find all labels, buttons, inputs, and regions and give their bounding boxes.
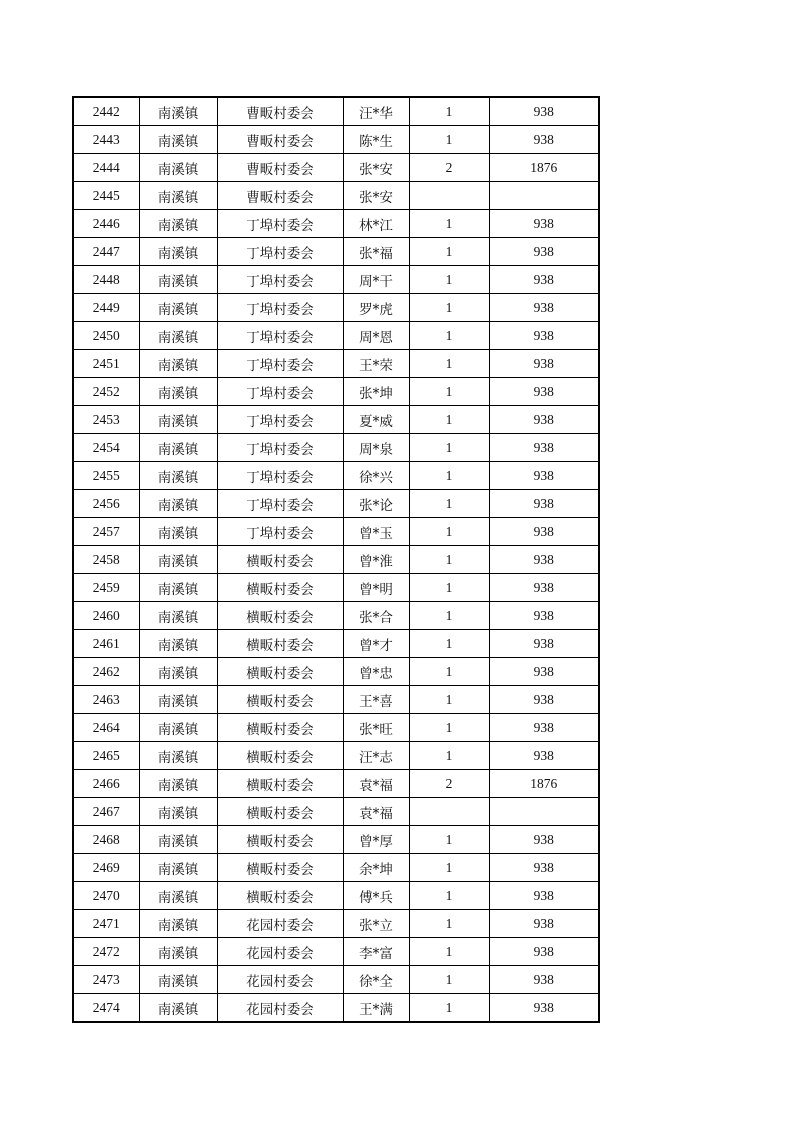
count-cell: 1 bbox=[409, 350, 489, 378]
amount-cell: 938 bbox=[489, 826, 599, 854]
count-cell: 1 bbox=[409, 854, 489, 882]
town-cell: 南溪镇 bbox=[139, 602, 217, 630]
name-cell: 曾*明 bbox=[343, 574, 409, 602]
village-committee-cell: 丁埠村委会 bbox=[217, 490, 343, 518]
amount-cell: 938 bbox=[489, 97, 599, 126]
name-cell: 汪*华 bbox=[343, 97, 409, 126]
name-cell: 曾*淮 bbox=[343, 546, 409, 574]
count-cell: 1 bbox=[409, 266, 489, 294]
amount-cell: 938 bbox=[489, 994, 599, 1023]
count-cell: 1 bbox=[409, 378, 489, 406]
count-cell: 1 bbox=[409, 686, 489, 714]
name-cell: 曾*忠 bbox=[343, 658, 409, 686]
row-number-cell: 2449 bbox=[73, 294, 139, 322]
village-committee-cell: 横畈村委会 bbox=[217, 658, 343, 686]
town-cell: 南溪镇 bbox=[139, 126, 217, 154]
roster-body bbox=[73, 97, 599, 1022]
name-cell: 王*荣 bbox=[343, 350, 409, 378]
amount-cell: 938 bbox=[489, 322, 599, 350]
amount-cell: 938 bbox=[489, 126, 599, 154]
row-number-cell: 2445 bbox=[73, 182, 139, 210]
town-cell: 南溪镇 bbox=[139, 938, 217, 966]
table-row bbox=[73, 97, 599, 126]
row-number-cell: 2446 bbox=[73, 210, 139, 238]
village-committee-cell: 横畈村委会 bbox=[217, 602, 343, 630]
row-number-cell: 2454 bbox=[73, 434, 139, 462]
name-cell: 汪*志 bbox=[343, 742, 409, 770]
table-row bbox=[73, 770, 599, 798]
count-cell: 1 bbox=[409, 406, 489, 434]
village-committee-cell: 花园村委会 bbox=[217, 910, 343, 938]
count-cell: 2 bbox=[409, 770, 489, 798]
count-cell: 1 bbox=[409, 826, 489, 854]
town-cell: 南溪镇 bbox=[139, 462, 217, 490]
name-cell: 周*恩 bbox=[343, 322, 409, 350]
table-row bbox=[73, 126, 599, 154]
amount-cell: 938 bbox=[489, 910, 599, 938]
name-cell: 罗*虎 bbox=[343, 294, 409, 322]
village-committee-cell: 横畈村委会 bbox=[217, 742, 343, 770]
amount-cell: 938 bbox=[489, 406, 599, 434]
amount-cell: 938 bbox=[489, 434, 599, 462]
count-cell: 1 bbox=[409, 462, 489, 490]
count-cell: 1 bbox=[409, 966, 489, 994]
village-committee-cell: 曹畈村委会 bbox=[217, 126, 343, 154]
count-cell: 1 bbox=[409, 490, 489, 518]
name-cell: 张*论 bbox=[343, 490, 409, 518]
table-row bbox=[73, 938, 599, 966]
village-committee-cell: 横畈村委会 bbox=[217, 798, 343, 826]
village-committee-cell: 花园村委会 bbox=[217, 994, 343, 1023]
count-cell: 1 bbox=[409, 294, 489, 322]
count-cell: 1 bbox=[409, 97, 489, 126]
amount-cell: 938 bbox=[489, 294, 599, 322]
town-cell: 南溪镇 bbox=[139, 658, 217, 686]
name-cell: 余*坤 bbox=[343, 854, 409, 882]
row-number-cell: 2455 bbox=[73, 462, 139, 490]
name-cell: 王*满 bbox=[343, 994, 409, 1023]
table-row bbox=[73, 182, 599, 210]
village-committee-cell: 丁埠村委会 bbox=[217, 322, 343, 350]
table-row bbox=[73, 826, 599, 854]
town-cell: 南溪镇 bbox=[139, 154, 217, 182]
town-cell: 南溪镇 bbox=[139, 518, 217, 546]
table-row bbox=[73, 406, 599, 434]
name-cell: 张*福 bbox=[343, 238, 409, 266]
table-row bbox=[73, 658, 599, 686]
town-cell: 南溪镇 bbox=[139, 574, 217, 602]
row-number-cell: 2471 bbox=[73, 910, 139, 938]
name-cell: 曾*玉 bbox=[343, 518, 409, 546]
amount-cell: 938 bbox=[489, 518, 599, 546]
row-number-cell: 2458 bbox=[73, 546, 139, 574]
table-row bbox=[73, 238, 599, 266]
village-committee-cell: 横畈村委会 bbox=[217, 686, 343, 714]
town-cell: 南溪镇 bbox=[139, 714, 217, 742]
count-cell: 1 bbox=[409, 238, 489, 266]
amount-cell: 938 bbox=[489, 350, 599, 378]
name-cell: 陈*生 bbox=[343, 126, 409, 154]
row-number-cell: 2463 bbox=[73, 686, 139, 714]
village-committee-cell: 曹畈村委会 bbox=[217, 182, 343, 210]
row-number-cell: 2469 bbox=[73, 854, 139, 882]
town-cell: 南溪镇 bbox=[139, 182, 217, 210]
village-committee-cell: 曹畈村委会 bbox=[217, 154, 343, 182]
table-row bbox=[73, 378, 599, 406]
town-cell: 南溪镇 bbox=[139, 910, 217, 938]
table-row bbox=[73, 854, 599, 882]
village-committee-cell: 丁埠村委会 bbox=[217, 406, 343, 434]
table-row bbox=[73, 966, 599, 994]
row-number-cell: 2447 bbox=[73, 238, 139, 266]
table-row bbox=[73, 518, 599, 546]
row-number-cell: 2472 bbox=[73, 938, 139, 966]
village-committee-cell: 丁埠村委会 bbox=[217, 210, 343, 238]
village-committee-cell: 丁埠村委会 bbox=[217, 462, 343, 490]
village-committee-cell: 横畈村委会 bbox=[217, 714, 343, 742]
count-cell: 1 bbox=[409, 882, 489, 910]
row-number-cell: 2465 bbox=[73, 742, 139, 770]
name-cell: 张*旺 bbox=[343, 714, 409, 742]
table-row bbox=[73, 154, 599, 182]
table-row bbox=[73, 686, 599, 714]
count-cell: 1 bbox=[409, 630, 489, 658]
table-row bbox=[73, 210, 599, 238]
town-cell: 南溪镇 bbox=[139, 238, 217, 266]
name-cell: 曾*厚 bbox=[343, 826, 409, 854]
amount-cell: 938 bbox=[489, 574, 599, 602]
row-number-cell: 2470 bbox=[73, 882, 139, 910]
town-cell: 南溪镇 bbox=[139, 742, 217, 770]
name-cell: 王*喜 bbox=[343, 686, 409, 714]
town-cell: 南溪镇 bbox=[139, 294, 217, 322]
town-cell: 南溪镇 bbox=[139, 350, 217, 378]
row-number-cell: 2453 bbox=[73, 406, 139, 434]
count-cell: 1 bbox=[409, 322, 489, 350]
count-cell: 1 bbox=[409, 742, 489, 770]
count-cell: 1 bbox=[409, 126, 489, 154]
amount-cell: 938 bbox=[489, 882, 599, 910]
table-row bbox=[73, 350, 599, 378]
row-number-cell: 2466 bbox=[73, 770, 139, 798]
table-row bbox=[73, 910, 599, 938]
name-cell: 夏*威 bbox=[343, 406, 409, 434]
table-row bbox=[73, 490, 599, 518]
town-cell: 南溪镇 bbox=[139, 97, 217, 126]
village-committee-cell: 丁埠村委会 bbox=[217, 434, 343, 462]
town-cell: 南溪镇 bbox=[139, 826, 217, 854]
name-cell: 张*安 bbox=[343, 154, 409, 182]
row-number-cell: 2459 bbox=[73, 574, 139, 602]
row-number-cell: 2474 bbox=[73, 994, 139, 1023]
name-cell: 张*立 bbox=[343, 910, 409, 938]
amount-cell: 938 bbox=[489, 490, 599, 518]
amount-cell: 938 bbox=[489, 602, 599, 630]
amount-cell: 938 bbox=[489, 378, 599, 406]
name-cell: 张*安 bbox=[343, 182, 409, 210]
table-row bbox=[73, 574, 599, 602]
row-number-cell: 2460 bbox=[73, 602, 139, 630]
village-committee-cell: 曹畈村委会 bbox=[217, 97, 343, 126]
village-committee-cell: 丁埠村委会 bbox=[217, 238, 343, 266]
row-number-cell: 2473 bbox=[73, 966, 139, 994]
amount-cell: 938 bbox=[489, 686, 599, 714]
row-number-cell: 2450 bbox=[73, 322, 139, 350]
count-cell: 1 bbox=[409, 574, 489, 602]
amount-cell: 938 bbox=[489, 630, 599, 658]
roster-table bbox=[72, 96, 600, 1023]
amount-cell: 938 bbox=[489, 546, 599, 574]
town-cell: 南溪镇 bbox=[139, 798, 217, 826]
town-cell: 南溪镇 bbox=[139, 322, 217, 350]
count-cell: 1 bbox=[409, 210, 489, 238]
name-cell: 周*泉 bbox=[343, 434, 409, 462]
name-cell: 李*富 bbox=[343, 938, 409, 966]
count-cell: 2 bbox=[409, 154, 489, 182]
count-cell: 1 bbox=[409, 910, 489, 938]
count-cell: 1 bbox=[409, 938, 489, 966]
name-cell: 傅*兵 bbox=[343, 882, 409, 910]
village-committee-cell: 丁埠村委会 bbox=[217, 518, 343, 546]
row-number-cell: 2464 bbox=[73, 714, 139, 742]
row-number-cell: 2448 bbox=[73, 266, 139, 294]
count-cell: 1 bbox=[409, 602, 489, 630]
count-cell: 1 bbox=[409, 658, 489, 686]
name-cell: 袁*福 bbox=[343, 770, 409, 798]
amount-cell: 938 bbox=[489, 854, 599, 882]
village-committee-cell: 横畈村委会 bbox=[217, 630, 343, 658]
table-row bbox=[73, 462, 599, 490]
table-row bbox=[73, 434, 599, 462]
town-cell: 南溪镇 bbox=[139, 882, 217, 910]
row-number-cell: 2461 bbox=[73, 630, 139, 658]
table-row bbox=[73, 798, 599, 826]
town-cell: 南溪镇 bbox=[139, 630, 217, 658]
count-cell: 1 bbox=[409, 546, 489, 574]
town-cell: 南溪镇 bbox=[139, 686, 217, 714]
table-row bbox=[73, 714, 599, 742]
row-number-cell: 2444 bbox=[73, 154, 139, 182]
town-cell: 南溪镇 bbox=[139, 770, 217, 798]
amount-cell: 938 bbox=[489, 210, 599, 238]
town-cell: 南溪镇 bbox=[139, 210, 217, 238]
name-cell: 周*干 bbox=[343, 266, 409, 294]
table-row bbox=[73, 742, 599, 770]
village-committee-cell: 丁埠村委会 bbox=[217, 266, 343, 294]
village-committee-cell: 丁埠村委会 bbox=[217, 294, 343, 322]
town-cell: 南溪镇 bbox=[139, 378, 217, 406]
table-row bbox=[73, 630, 599, 658]
town-cell: 南溪镇 bbox=[139, 490, 217, 518]
town-cell: 南溪镇 bbox=[139, 546, 217, 574]
town-cell: 南溪镇 bbox=[139, 966, 217, 994]
amount-cell: 938 bbox=[489, 658, 599, 686]
row-number-cell: 2456 bbox=[73, 490, 139, 518]
name-cell: 徐*全 bbox=[343, 966, 409, 994]
row-number-cell: 2443 bbox=[73, 126, 139, 154]
count-cell: 1 bbox=[409, 714, 489, 742]
village-committee-cell: 花园村委会 bbox=[217, 938, 343, 966]
village-committee-cell: 横畈村委会 bbox=[217, 574, 343, 602]
village-committee-cell: 横畈村委会 bbox=[217, 882, 343, 910]
name-cell: 曾*才 bbox=[343, 630, 409, 658]
amount-cell: 1876 bbox=[489, 154, 599, 182]
row-number-cell: 2457 bbox=[73, 518, 139, 546]
row-number-cell: 2462 bbox=[73, 658, 139, 686]
table-row bbox=[73, 882, 599, 910]
town-cell: 南溪镇 bbox=[139, 434, 217, 462]
amount-cell: 938 bbox=[489, 238, 599, 266]
amount-cell bbox=[489, 798, 599, 826]
town-cell: 南溪镇 bbox=[139, 854, 217, 882]
village-committee-cell: 丁埠村委会 bbox=[217, 350, 343, 378]
amount-cell: 938 bbox=[489, 742, 599, 770]
count-cell: 1 bbox=[409, 994, 489, 1023]
name-cell: 林*江 bbox=[343, 210, 409, 238]
row-number-cell: 2451 bbox=[73, 350, 139, 378]
row-number-cell: 2467 bbox=[73, 798, 139, 826]
town-cell: 南溪镇 bbox=[139, 406, 217, 434]
name-cell: 徐*兴 bbox=[343, 462, 409, 490]
row-number-cell: 2468 bbox=[73, 826, 139, 854]
table-row bbox=[73, 294, 599, 322]
village-committee-cell: 丁埠村委会 bbox=[217, 378, 343, 406]
amount-cell: 938 bbox=[489, 938, 599, 966]
table-row bbox=[73, 994, 599, 1023]
amount-cell: 1876 bbox=[489, 770, 599, 798]
village-committee-cell: 横畈村委会 bbox=[217, 546, 343, 574]
name-cell: 张*合 bbox=[343, 602, 409, 630]
town-cell: 南溪镇 bbox=[139, 994, 217, 1023]
village-committee-cell: 横畈村委会 bbox=[217, 826, 343, 854]
table-row bbox=[73, 602, 599, 630]
count-cell: 1 bbox=[409, 434, 489, 462]
count-cell bbox=[409, 182, 489, 210]
count-cell bbox=[409, 798, 489, 826]
name-cell: 张*坤 bbox=[343, 378, 409, 406]
amount-cell: 938 bbox=[489, 714, 599, 742]
village-committee-cell: 横畈村委会 bbox=[217, 770, 343, 798]
village-committee-cell: 花园村委会 bbox=[217, 966, 343, 994]
amount-cell: 938 bbox=[489, 266, 599, 294]
amount-cell: 938 bbox=[489, 966, 599, 994]
row-number-cell: 2452 bbox=[73, 378, 139, 406]
amount-cell: 938 bbox=[489, 462, 599, 490]
row-number-cell: 2442 bbox=[73, 97, 139, 126]
table-row bbox=[73, 266, 599, 294]
village-committee-cell: 横畈村委会 bbox=[217, 854, 343, 882]
count-cell: 1 bbox=[409, 518, 489, 546]
table-row bbox=[73, 546, 599, 574]
table-row bbox=[73, 322, 599, 350]
town-cell: 南溪镇 bbox=[139, 266, 217, 294]
amount-cell bbox=[489, 182, 599, 210]
name-cell: 袁*福 bbox=[343, 798, 409, 826]
